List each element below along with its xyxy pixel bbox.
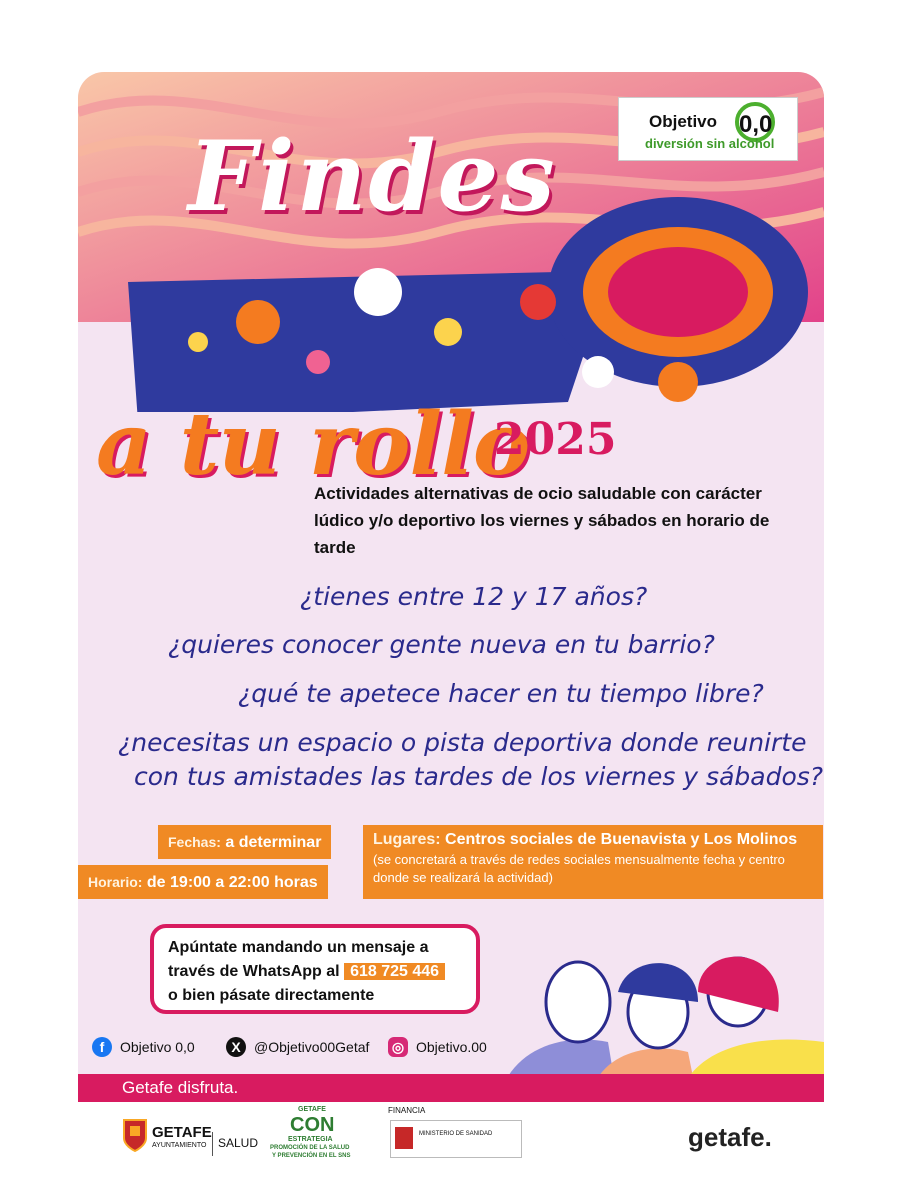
signup-line2: través de WhatsApp al <box>168 963 340 980</box>
fechas-tag <box>158 825 331 859</box>
estrategia-top: GETAFE <box>298 1106 326 1113</box>
whatsapp-phone[interactable]: 618 725 446 <box>344 963 445 980</box>
x-link[interactable] <box>226 1037 369 1057</box>
intro-text: Actividades alternativas de ocio saludable con carácter lúdico y/o deportivo los viernes y sábados en horario de tarde <box>314 484 770 557</box>
poster <box>78 72 824 1102</box>
instagram-link[interactable] <box>388 1037 487 1057</box>
getafe-disfruta-strip <box>78 1074 824 1102</box>
question-free-time: ¿qué te apetece hacer en tu tiempo libre? <box>238 679 764 708</box>
x-icon: X <box>226 1037 246 1057</box>
signup-box <box>150 924 480 1014</box>
ministerio-label: MINISTERIO DE SANIDAD <box>419 1131 493 1137</box>
horario-value: de 19:00 a 22:00 horas <box>146 874 318 891</box>
title-year: 2025 <box>494 414 617 465</box>
ayuntamiento-label: AYUNTAMIENTO <box>152 1142 207 1149</box>
facebook-icon: f <box>92 1037 112 1057</box>
getafe-brand: getafe. <box>688 1122 772 1152</box>
estrategia-sub2: PROMOCIÓN DE LA SALUD <box>270 1145 350 1151</box>
title-findes: Findes <box>188 120 557 233</box>
getafe-name: GETAFE <box>152 1124 212 1141</box>
getafe-shield-icon <box>122 1116 148 1152</box>
estrategia-con: CON <box>290 1114 335 1136</box>
lugares-note: (se concretará a través de redes sociales mensualmente fecha y centro donde se realizará la actividad) <box>373 852 785 885</box>
badge-zero: 0,0 <box>735 102 775 142</box>
financia-label: FINANCIA <box>388 1106 426 1115</box>
coat-of-arms-icon <box>395 1127 413 1149</box>
x-handle: @Objetivo00Getaf <box>254 1039 370 1055</box>
question-space-2: con tus amistades las tardes de los viernes y sábados? <box>134 762 824 791</box>
lugares-value: Centros sociales de Buenavista y Los Molinos <box>445 831 798 848</box>
badge-title: Objetivo <box>649 112 718 131</box>
signup-line3: o bien pásate directamente <box>168 987 375 1004</box>
lugares-label: Lugares: <box>373 831 441 848</box>
badge-subtitle: diversión sin alcohol <box>645 136 775 151</box>
facebook-link[interactable] <box>92 1037 195 1057</box>
instagram-icon: ◎ <box>388 1037 408 1057</box>
divider <box>212 1132 213 1156</box>
footer-logos <box>78 1102 824 1182</box>
facebook-handle: Objetivo 0,0 <box>120 1039 195 1055</box>
question-space-1: ¿necesitas un espacio o pista deportiva donde reunirte <box>118 728 807 757</box>
horario-label: Horario: <box>88 874 143 890</box>
fechas-value: a determinar <box>225 834 322 851</box>
signup-line1: Apúntate mandando un mensaje a <box>168 939 429 956</box>
instagram-handle: Objetivo.00 <box>416 1039 487 1055</box>
title-a-tu-rollo: a tu rollo <box>96 394 530 495</box>
strip-text: Getafe disfruta. <box>122 1078 239 1097</box>
question-meet: ¿quieres conocer gente nueva en tu barrio? <box>168 630 715 659</box>
horario-tag <box>78 865 328 899</box>
estrategia-sub3: Y PREVENCIÓN EN EL SNS <box>272 1153 351 1159</box>
objetivo-badge <box>618 97 798 161</box>
salud-label: SALUD <box>218 1136 259 1150</box>
estrategia-sub1: ESTRATEGIA <box>288 1136 333 1143</box>
fechas-label: Fechas: <box>168 834 221 850</box>
question-age: ¿tienes entre 12 y 17 años? <box>300 582 648 611</box>
lugares-box <box>363 825 823 899</box>
ministerio-logo <box>390 1120 522 1158</box>
